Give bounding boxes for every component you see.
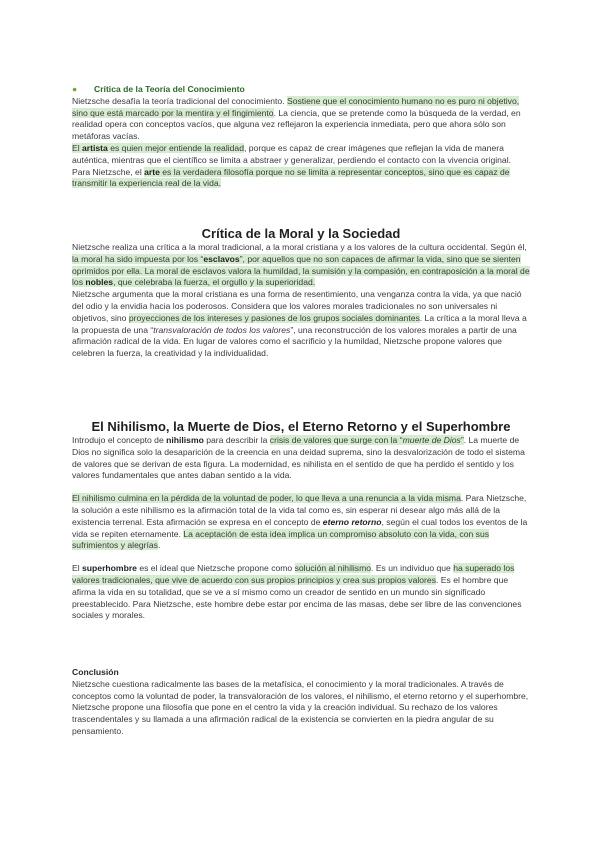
highlighted-text: El <box>72 142 83 153</box>
text-run: El <box>72 563 83 574</box>
highlighted-text: muerte de Dios <box>402 435 461 445</box>
paragraph <box>72 289 530 360</box>
text-run: . Es el hombre que afirma la vida en su totalidad, que se ve a sí mismo como un creador de sentido en un mundo sin significado preestablecido. Para Nietzsche, este hombre debe estar por encima de las masas, debe ser libre de las convenciones sociales y morales. <box>72 574 522 621</box>
section-title-nihilism: El Nihilismo, la Muerte de Dios, el Eterno Retorno y el Superhombre <box>91 419 511 434</box>
text-run: para describir la <box>203 435 270 445</box>
paragraph <box>72 96 530 143</box>
text-run: nihilismo <box>166 435 204 445</box>
section-conclusion <box>72 667 530 738</box>
text-run: transvaloración de todos los valores <box>153 324 291 335</box>
highlighted-text: artista <box>82 142 108 153</box>
text-run: Introdujo el concepto de <box>72 435 167 445</box>
section-knowledge <box>72 84 530 190</box>
highlighted-text: solución al nihilismo <box>294 563 372 574</box>
paragraph <box>72 435 530 482</box>
paragraph <box>72 563 530 622</box>
text-run: . Para Nietzsche, la solución a este nihilismo es la afirmación total de la vida tal como es, sin esperar ni desear algo más allá de la existencia terrenal. Esta afirmación se expresa en el concepto de <box>72 493 527 527</box>
text-run: ”, una reconstrucción de los valores morales a partir de una afirmación radical de la vida. En lugar de valores como el sacrificio y la humildad, Nietzsche propone valores que celebren la fuerza, la creatividad y la individualidad. <box>72 324 517 359</box>
paragraph <box>72 143 530 190</box>
text-run: . La crítica a la moral lleva a la propuesta de una “ <box>72 312 527 335</box>
highlighted-text: ”, por aquellos que no son capaces de afirmar la vida, sino que se sienten oprimidos por ella. La moral de esclavos valora la humildad, la sumisión y la compasión, en contraposición a la moral de los <box>72 253 530 288</box>
highlighted-text: la moral ha sido impuesta por los “ <box>72 253 204 264</box>
text-run: . Es un individuo que <box>371 563 454 574</box>
highlighted-text: arte <box>144 166 160 177</box>
section-title-moral: Crítica de la Moral y la Sociedad <box>201 226 401 241</box>
paragraph <box>72 493 530 552</box>
paragraph <box>72 679 530 738</box>
conclusion-title: Conclusión <box>72 667 119 677</box>
highlighted-text: La aceptación de esta idea implica un compromiso absoluto con la vida, con sus sufrimientos y alegrías <box>72 528 490 551</box>
text-run: . La ciencia, que se pretende como la búsqueda de la verdad, en realidad opera con conceptos vacíos, que alguna vez reflejaron la experiencia inmediata, pero que ahora sólo son metáforas vacías. <box>72 107 521 142</box>
bullet-heading-text: Crítica de la Teoría del Conocimiento <box>94 84 245 94</box>
highlighted-text: , que celebraba la fuerza, el orgullo y la superioridad. <box>113 277 316 288</box>
highlighted-text: El nihilismo culmina en la pérdida de la voluntad de poder, lo que lleva a una renuncia a la vida misma <box>72 493 461 504</box>
highlighted-text: crisis de valores que surge con la “ <box>269 435 403 445</box>
highlighted-text: es quien mejor entiende la realidad <box>107 142 244 153</box>
text-run: . La muerte de Dios no significa solo la desaparición de la creencia en una deidad suprema, sino la desvalorización de todo el sistema de valores que se derivan de esta figura. La modernidad, es nihilista en el sentido de que ha perdido el sentido y los valores fundamentales que antes daban sentido a la vida. <box>72 435 525 481</box>
text-run: Nietzsche cuestiona radicalmente las bases de la metafísica, el conocimiento y la moral tradicionales. A través de conceptos como la voluntad de poder, la transvaloración de los valores, el nihilismo, el eterno retorno y el superhombre, Nietzsche propone una filosofía que pone en el centro la vida y la creación individual. Su rechazo de los valores trascendentales y su llamada a una afirmación radical de la existencia se convierten en la piedra angular de su pensamiento. <box>72 678 529 736</box>
text-run: Nietzsche argumenta que la moral cristiana es una forma de resentimiento, una venganza contra la vida, ya que nació del odio y la envidia hacia los poderosos. Considera que los valores morales tradicionales no son universales ni objetivos, sino <box>72 289 522 323</box>
highlighted-text: esclavos <box>203 253 240 264</box>
bullet-heading-knowledge <box>72 84 530 96</box>
highlighted-text: ha superado los valores tradicionales, que vive de acuerdo con sus propios principios y crea sus propios valores <box>72 563 515 585</box>
text-run: es el ideal que Nietzsche propone como <box>136 563 295 574</box>
text-run: Nietzsche realiza una crítica a la moral tradicional, a la moral cristiana y a los valores de la cultura occidental. Según él, <box>72 242 527 252</box>
highlighted-text: Sostiene que el conocimiento humano no es puro ni objetivo, sino que está marcado por la mentira y el fingimiento <box>72 95 520 118</box>
text-run: , según el cual todos los eventos de la vida se repiten eternamente. <box>72 516 528 539</box>
text-run: , porque es capaz de crear imágenes que reflejan la vida de manera auténtica, mientras que el científico se limita a abstraer y generalizar, perdiendo el contacto con la vivencia original. Para Nietzsche, el <box>72 142 511 177</box>
highlighted-text: ” <box>460 435 464 445</box>
bullet-dot-icon: ● <box>72 84 78 94</box>
section-moral <box>72 226 530 360</box>
highlighted-text: nobles <box>85 277 114 288</box>
text-run: superhombre <box>82 563 137 574</box>
text-run: . <box>157 540 161 551</box>
paragraph <box>72 242 530 289</box>
text-run: Nietzsche desafía la teoría tradicional del conocimiento. <box>72 95 287 106</box>
section-nihilism <box>72 419 530 622</box>
highlighted-text: proyecciones de los intereses y pasiones de los grupos sociales dominantes <box>128 312 420 323</box>
highlighted-text: es la verdadera filosofía porque no se limita a representar conceptos, sino que es capaz de transmitir la experiencia real de la vida. <box>72 166 510 189</box>
text-run: eterno retorno <box>322 516 382 527</box>
